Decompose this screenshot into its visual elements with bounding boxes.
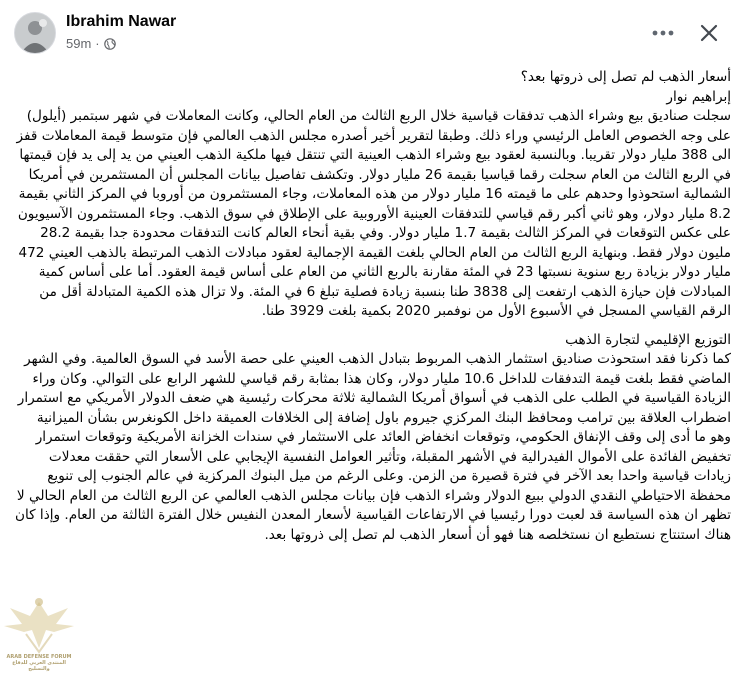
close-button[interactable] [693, 17, 725, 49]
watermark-logo [0, 590, 78, 677]
paragraph-2: كما ذكرنا فقد استحوذت صناديق استثمار الذهب المربوط بتبادل الذهب العيني على حصة الأسد في السوق العالمية. وفي الشهر الماضي فقط بلغت قيمة التدفقات للداخل 10.6 مليار دولار، وكان هذا بمثابة رقم قياسي للشهر الرابع على التوالي. وكان وراء الزيادة القياسية في الطلب على الذهب في أسواق أمريكا الشمالية ثلاثة محركات رئيسية هي ضعف الدولار الأمريكي مع استمرار اضطراب العلاقة بين ترامب ومحافظ البنك المركزي جيروم باول إضافة إلى الخلافات العميقة داخل الكونغرس بشأن الميزانية وهو ما أدى إلى وقف الإنفاق الحكومي، وتوقعات انخفاض العائد على الاستثمار في سندات الخزانة الأمريكية وتوقعات استمرار تخفيض الفائدة على الأموال الفيدرالية في الأشهر المقبلة، وتأثير العوامل النفسية الإيجابي على الأسعار التي حققت معدلات زيادات قياسية واحدا بعد الآخر في فترة قصيرة من الزمن. وعلى الرغم من ميل البنوك المركزية في عالم الجنوب إلى تنويع محفظة الاحتياطي النقدي الدولي ببيع الدولار وشراء الذهب فإن بيانات مجلس الذهب العالمي عن الربع الثالث من العام الحالي لا تظهر ان هذه السياسة قد لعبت دورا رئيسيا في الارتفاعات القياسية لأسعار المعدن النفيس خلال الفترة الثالثة من العام. وإذا كان هناك استنتاج نستطيع ان نستخلصه هنا فهو أن أسعار الذهب لم تصل إلى ذروتها بعد. [15, 351, 731, 543]
post-header [0, 0, 741, 66]
watermark-label: ARAB DEFENSE FORUM المنتدى العربي للدفاع والتسليح [6, 654, 72, 672]
more-options-button[interactable] [648, 19, 678, 47]
paragraph-1: سجلت صناديق بيع وشراء الذهب تدفقات قياسية خلال الربع الثالث من العام الحالي، وكانت المعاملات في شهر سبتمبر (أيلول) على وجه الخصوص العامل الرئيسي وراء ذلك. وطبقا لتقرير أخير أصدره مجلس الذهب العالمي فإن متوسط قيمة المعاملات قفز الى 388 مليار دولار تقريبا. وبالنسبة لعقود بيع وشراء الذهب العينية التي تنتقل فيها ملكية الذهب العيني من يد إلى يد فإن قيمتها في الربع الثالث من العام سجلت رقما قياسيا بقيمة 26 مليار دولار. وتكشف تفاصيل بيانات المجلس أن المستثمرين في أمريكا الشمالية استحوذوا وحدهم على ما قيمته 16 مليار دولار من هذه المعاملات، وجاء المستثمرون من أوروبا في المركز الثاني بقيمة 8.2 مليار دولار، وهو ثاني أكبر رقم قياسي للتدفقات العينية الأوروبية على الإطلاق في سوق الذهب. وجاء المستثمرون الآسيويون على عكس التوقعات في المركز الثالث بقيمة 1.7 مليار دولار. وفي بقية أنحاء العالم كانت التدفقات محدودة جدا بقيمة 28.2 مليون دولار فقط. وبنهاية الربع الثالث من العام الحالي بلغت القيمة الإجمالية لعقود مبادلات الذهب المرتبطة بالذهب العيني 472 مليار دولار بزيادة ربع سنوية نسبتها 23 في المئة مقارنة بالربع الثاني من العام على أساس قيمة العقود. أما على أساس كمية المبادلات فإن حيازة الذهب ارتفعت إلى 3838 طنا بنسبة زيادة فصلية تبلغ 6 في المئة. ولا تزال هذه الكمية المتبادلة أقل من الرقم القياسي المسجل في الأسبوع الأول من نوفمبر 2020 بكمية بلغت 3929 طنا. [16, 108, 731, 319]
post-title: أسعار الذهب لم تصل إلى ذروتها بعد؟ [520, 69, 731, 85]
avatar-photo [15, 13, 55, 53]
meta-separator: · [95, 36, 100, 51]
more-horizontal-icon [652, 30, 674, 36]
author-avatar[interactable] [14, 12, 56, 54]
eagle-emblem-icon [0, 590, 78, 656]
paragraph-spacer [13, 322, 731, 331]
post-meta [66, 36, 116, 51]
post-body [13, 68, 731, 545]
author-name[interactable]: Ibrahim Nawar [66, 13, 177, 30]
post-byline: إبراهيم نوار [666, 88, 731, 105]
close-icon [700, 24, 718, 42]
post-time[interactable]: 59m [66, 36, 92, 51]
section-heading: التوزيع الإقليمي لتجارة الذهب [565, 331, 731, 348]
globe-icon [104, 38, 116, 50]
